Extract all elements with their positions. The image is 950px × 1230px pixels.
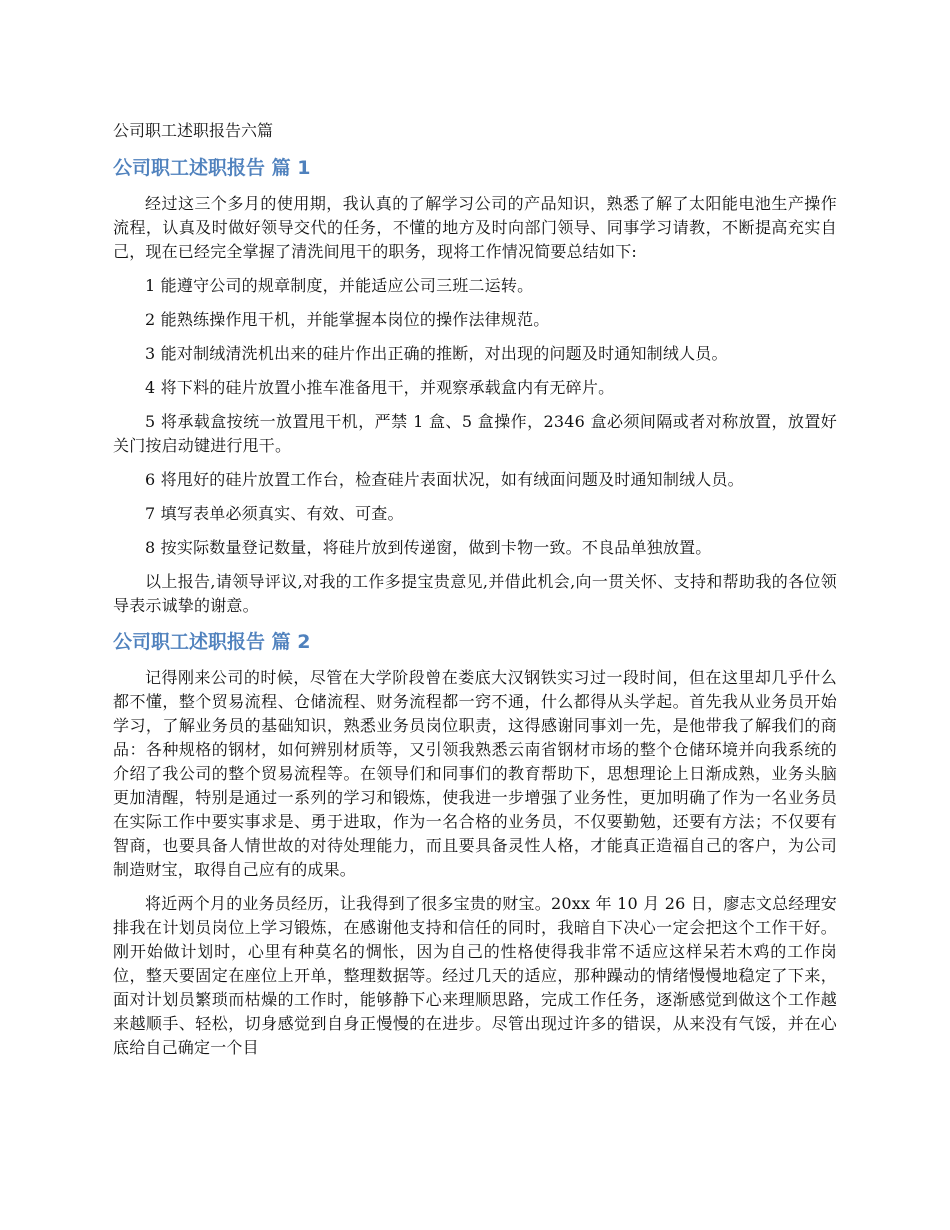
list-item: 6 将甩好的硅片放置工作台，检查硅片表面状况，如有绒面问题及时通知制绒人员。: [145, 470, 744, 489]
list-item: 7 填写表单必须真实、有效、可查。: [145, 504, 404, 523]
list-item: 3 能对制绒清洗机出来的硅片作出正确的推断，对出现的问题及时通知制绒人员。: [145, 344, 728, 363]
section-1: [113, 154, 837, 618]
paragraph: 以上报告,请领导评议,对我的工作多提宝贵意见,并借此机会,向一贯关怀、支持和帮助我的各位领导表示诚挚的谢意。: [113, 572, 837, 615]
section-heading: 公司职工述职报告 篇 2: [113, 631, 311, 653]
paragraph: 将近两个月的业务员经历，让我得到了很多宝贵的财宝。20xx 年 10 月 26 日，廖志文总经理安排我在计划员岗位上学习锻炼，在感谢他支持和信任的同时，我暗自下决心一定会把这个工作干好。刚开始做计划时，心里有种莫名的惆怅，因为自己的性格使得我非常不适应这样呆若木鸡的工作岗位，整天要固定在座位上开单，整理数据等。经过几天的适应，那种躁动的情绪慢慢地稳定了下来，面对计划员繁琐而枯燥的工作时，能够静下心来理顺思路，完成工作任务，逐渐感觉到做这个工作越来越顺手、轻松，切身感觉到自身正慢慢的在进步。尽管出现过许多的错误，从来没有气馁，并在心底给自己确定一个目: [113, 894, 837, 1057]
paragraph: 经过这三个多月的使用期，我认真的了解学习公司的产品知识，熟悉了解了太阳能电池生产操作流程，认真及时做好领导交代的任务，不懂的地方及时向部门领导、同事学习请教，不断提高充实自己，现在已经完全掌握了清洗间甩干的职务，现将工作情况简要总结如下:: [113, 194, 837, 261]
paragraph: 记得刚来公司的时候，尽管在大学阶段曾在娄底大汉钢铁实习过一段时间，但在这里却几乎什么都不懂，整个贸易流程、仓储流程、财务流程都一窍不通，什么都得从头学起。首先我从业务员开始学习，了解业务员的基础知识，熟悉业务员岗位职责，这得感谢同事刘一先，是他带我了解我们的商品：各种规格的钢材，如何辨别材质等，又引领我熟悉云南省钢材市场的整个仓储环境并向我系统的介绍了我公司的整个贸易流程等。在领导们和同事们的教育帮助下，思想理论上日渐成熟，业务头脑更加清醒，特别是通过一系列的学习和锻炼，使我进一步增强了业务性，更加明确了作为一名业务员在实际工作中要实事求是、勇于进取，作为一名合格的业务员，不仅要勤勉，还要有方法；不仅要有智商，也要具备人情世故的对待处理能力，而且要具备灵性人格，才能真正造福自己的客户，为公司制造财宝，取得自己应有的成果。: [113, 668, 837, 879]
section-heading: 公司职工述职报告 篇 1: [113, 157, 311, 179]
list-item: 2 能熟练操作甩干机，并能掌握本岗位的操作法律规范。: [145, 310, 550, 329]
list-item: 5 将承载盒按统一放置甩干机，严禁 1 盒、5 盒操作，2346 盒必须间隔或者对称放置，放置好关门按启动键进行甩干。: [113, 412, 837, 455]
section-2: [113, 628, 837, 1060]
list-item: 4 将下料的硅片放置小推车准备甩干，并观察承载盒内有无碎片。: [145, 378, 615, 397]
list-item: 1 能遵守公司的规章制度，并能适应公司三班二运转。: [145, 276, 534, 295]
document-title: 公司职工述职报告六篇: [113, 121, 274, 140]
list-item: 8 按实际数量登记数量，将硅片放到传递窗，做到卡物一致。不良品单独放置。: [145, 538, 712, 557]
